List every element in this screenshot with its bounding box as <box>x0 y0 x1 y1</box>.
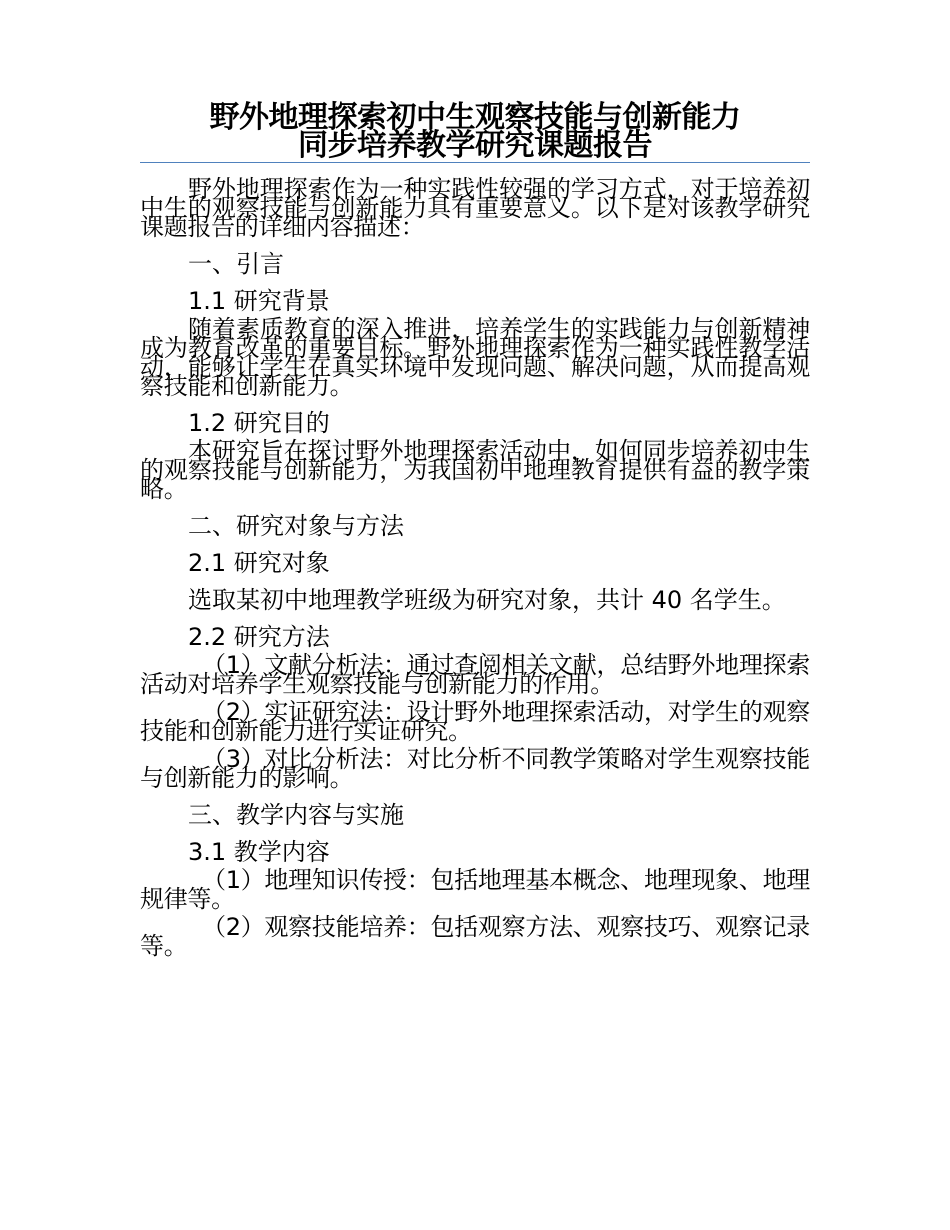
section-1-heading: 一、引言 <box>188 250 284 278</box>
title-underline <box>140 162 810 163</box>
document-body <box>140 175 810 965</box>
section-1-2-paragraph: 本研究旨在探讨野外地理探索活动中，如何同步培养初中生的观察技能与创新能力，为我国初中地理教育提供有益的教学策略。 <box>140 437 810 503</box>
content-item-2: （2）观察技能培养：包括观察方法、观察技巧、观察记录等。 <box>140 913 810 960</box>
section-2-1-heading: 2.1 研究对象 <box>188 549 330 577</box>
section-1-1-paragraph: 随着素质教育的深入推进，培养学生的实践能力与创新精神成为教育改革的重要目标。野外地理探索作为一种实践性教学活动，能够让学生在真实环境中发现问题、解决问题，从而提高观察技能和创新能力。 <box>140 315 810 400</box>
section-3-1-heading: 3.1 教学内容 <box>188 838 330 866</box>
method-item-3: （3）对比分析法：对比分析不同教学策略对学生观察技能与创新能力的影响。 <box>140 745 810 792</box>
section-2-heading: 二、研究对象与方法 <box>188 512 404 540</box>
document-title <box>140 100 810 163</box>
method-item-1: （1）文献分析法：通过查阅相关文献，总结野外地理探索活动对培养学生观察技能与创新能力的作用。 <box>140 651 810 698</box>
section-3-heading: 三、教学内容与实施 <box>188 801 404 829</box>
section-1-2-heading: 1.2 研究目的 <box>188 409 330 437</box>
intro-paragraph: 野外地理探索作为一种实践性较强的学习方式，对于培养初中生的观察技能与创新能力具有重要意义。以下是对该教学研究课题报告的详细内容描述： <box>140 175 810 241</box>
method-item-2: （2）实证研究法：设计野外地理探索活动，对学生的观察技能和创新能力进行实证研究。 <box>140 698 810 745</box>
title-line-2: 同步培养教学研究课题报告 <box>298 128 652 163</box>
section-2-1-paragraph: 选取某初中地理教学班级为研究对象，共计 40 名学生。 <box>188 586 786 614</box>
content-item-1: （1）地理知识传授：包括地理基本概念、地理现象、地理规律等。 <box>140 866 810 913</box>
section-1-1-heading: 1.1 研究背景 <box>188 287 330 315</box>
title-line-1: 野外地理探索初中生观察技能与创新能力 <box>209 100 741 135</box>
section-2-2-heading: 2.2 研究方法 <box>188 623 330 651</box>
